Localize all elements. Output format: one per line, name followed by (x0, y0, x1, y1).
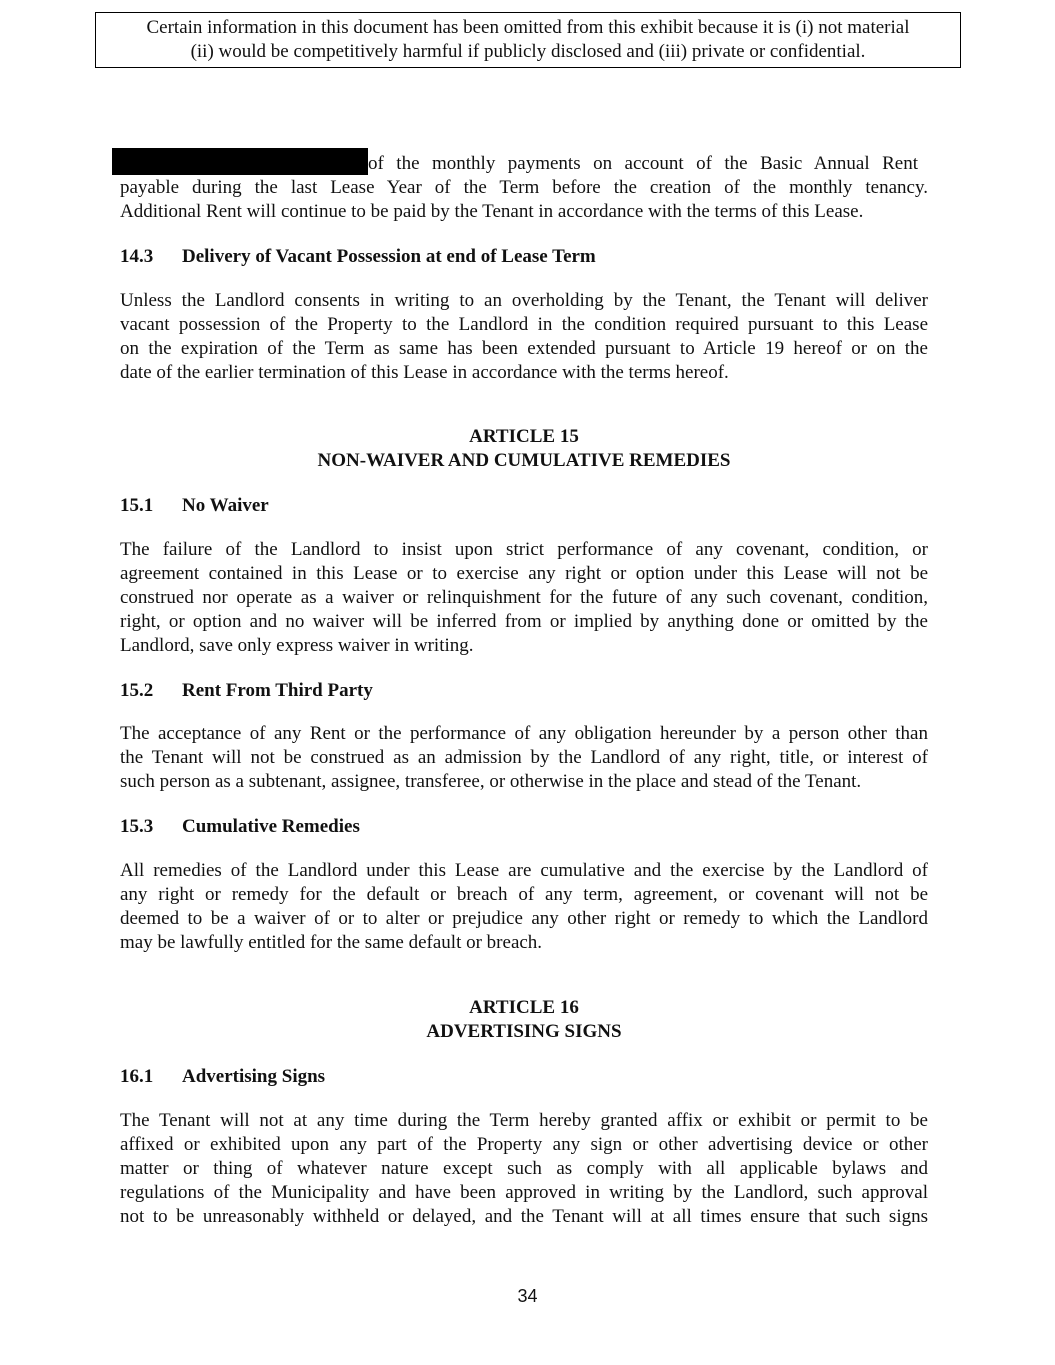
paragraph-line: Landlord, save only express waiver in writing. (120, 635, 474, 656)
article-title: ADVERTISING SIGNS (426, 1021, 622, 1042)
article-label: ARTICLE 16 (469, 997, 579, 1018)
paragraph-line: The acceptance of any Rent or the performance of any obligation hereunder by a person other than (120, 723, 928, 744)
opening-paragraph (120, 176, 928, 224)
article-label: ARTICLE 15 (469, 426, 579, 447)
section-number: 16.1 (120, 1066, 154, 1087)
paragraph-15-2 (120, 722, 928, 794)
section-number: 14.3 (120, 246, 154, 267)
paragraph-line: All remedies of the Landlord under this Lease are cumulative and the exercise by the Landlord of (120, 860, 928, 881)
section-title: Cumulative Remedies (182, 816, 360, 837)
page-number: 34 (517, 1286, 538, 1306)
paragraph-line: right, or option and no waiver will be inferred from or implied by anything done or omitted by the (120, 611, 928, 632)
article-title: NON-WAIVER AND CUMULATIVE REMEDIES (317, 450, 731, 471)
paragraph-line: such person as a subtenant, assignee, transferee, or otherwise in the place and stead of the Tenant. (120, 771, 862, 792)
paragraph-15-3 (120, 859, 928, 955)
section-title: No Waiver (182, 495, 269, 516)
paragraph-line: The failure of the Landlord to insist upon strict performance of any covenant, condition, or (120, 539, 928, 560)
paragraph-line: matter or thing of whatever nature except such as comply with all applicable bylaws and (120, 1158, 928, 1179)
article-15-heading (120, 425, 928, 473)
paragraph-line: deemed to be a waiver of or to alter or prejudice any other right or remedy to which the Landlord (120, 908, 928, 929)
paragraph-line: regulations of the Municipality and have been approved in writing by the Landlord, such approval (120, 1182, 928, 1203)
section-title: Delivery of Vacant Possession at end of Lease Term (182, 246, 596, 267)
section-heading-14-3 (120, 245, 596, 269)
paragraph-line: may be lawfully entitled for the same default or breach. (120, 932, 543, 953)
redaction-bar (112, 148, 368, 175)
paragraph-line: date of the earlier termination of this Lease in accordance with the terms hereof. (120, 362, 729, 383)
section-heading-15-1 (120, 494, 269, 518)
paragraph-15-1 (120, 538, 928, 658)
paragraph-14-3 (120, 289, 928, 385)
notice-line-1: Certain information in this document has been omitted from this exhibit because it is (i) not material (146, 17, 910, 38)
paragraph-16-1 (120, 1109, 928, 1229)
section-number: 15.3 (120, 816, 154, 837)
confidentiality-notice (95, 12, 961, 68)
paragraph-line: construed nor operate as a waiver or relinquishment for the future of any such covenant, condition, (120, 587, 928, 608)
paragraph-line: vacant possession of the Property to the Landlord in the condition required pursuant to this Lease (120, 314, 928, 335)
paragraph-line: not to be unreasonably withheld or delayed, and the Tenant will at all times ensure that such signs (120, 1206, 928, 1227)
paragraph-line: the Tenant will not be construed as an admission by the Landlord of any right, title, or interest of (120, 747, 928, 768)
paragraph-line: affixed or exhibited upon any part of the Property any sign or other advertising device or other (120, 1134, 928, 1155)
section-heading-15-2 (120, 679, 373, 703)
opening-line-3: Additional Rent will continue to be paid by the Tenant in accordance with the terms of this Lease. (120, 201, 864, 222)
paragraph-line: The Tenant will not at any time during the Term hereby granted affix or exhibit or permit to be (120, 1110, 928, 1131)
paragraph-line: any right or remedy for the default or breach of any term, agreement, or covenant will not be (120, 884, 928, 905)
notice-line-2: (ii) would be competitively harmful if publicly disclosed and (iii) private or confidential. (190, 41, 866, 62)
section-heading-15-3 (120, 815, 360, 839)
paragraph-line: Unless the Landlord consents in writing to an overholding by the Tenant, the Tenant will deliver (120, 290, 928, 311)
section-number: 15.2 (120, 680, 154, 701)
section-title: Advertising Signs (182, 1066, 326, 1087)
section-heading-16-1 (120, 1065, 325, 1089)
opening-line-1: of the monthly payments on account of the Basic Annual Rent (368, 153, 918, 174)
section-number: 15.1 (120, 495, 154, 516)
section-title: Rent From Third Party (182, 680, 373, 701)
opening-line-2: payable during the last Lease Year of the Term before the creation of the monthly tenancy. (120, 177, 928, 198)
paragraph-line: on the expiration of the Term as same has been extended pursuant to Article 19 hereof or on the (120, 338, 928, 359)
article-16-heading (120, 996, 928, 1044)
paragraph-line: agreement contained in this Lease or to exercise any right or option under this Lease will not be (120, 563, 928, 584)
